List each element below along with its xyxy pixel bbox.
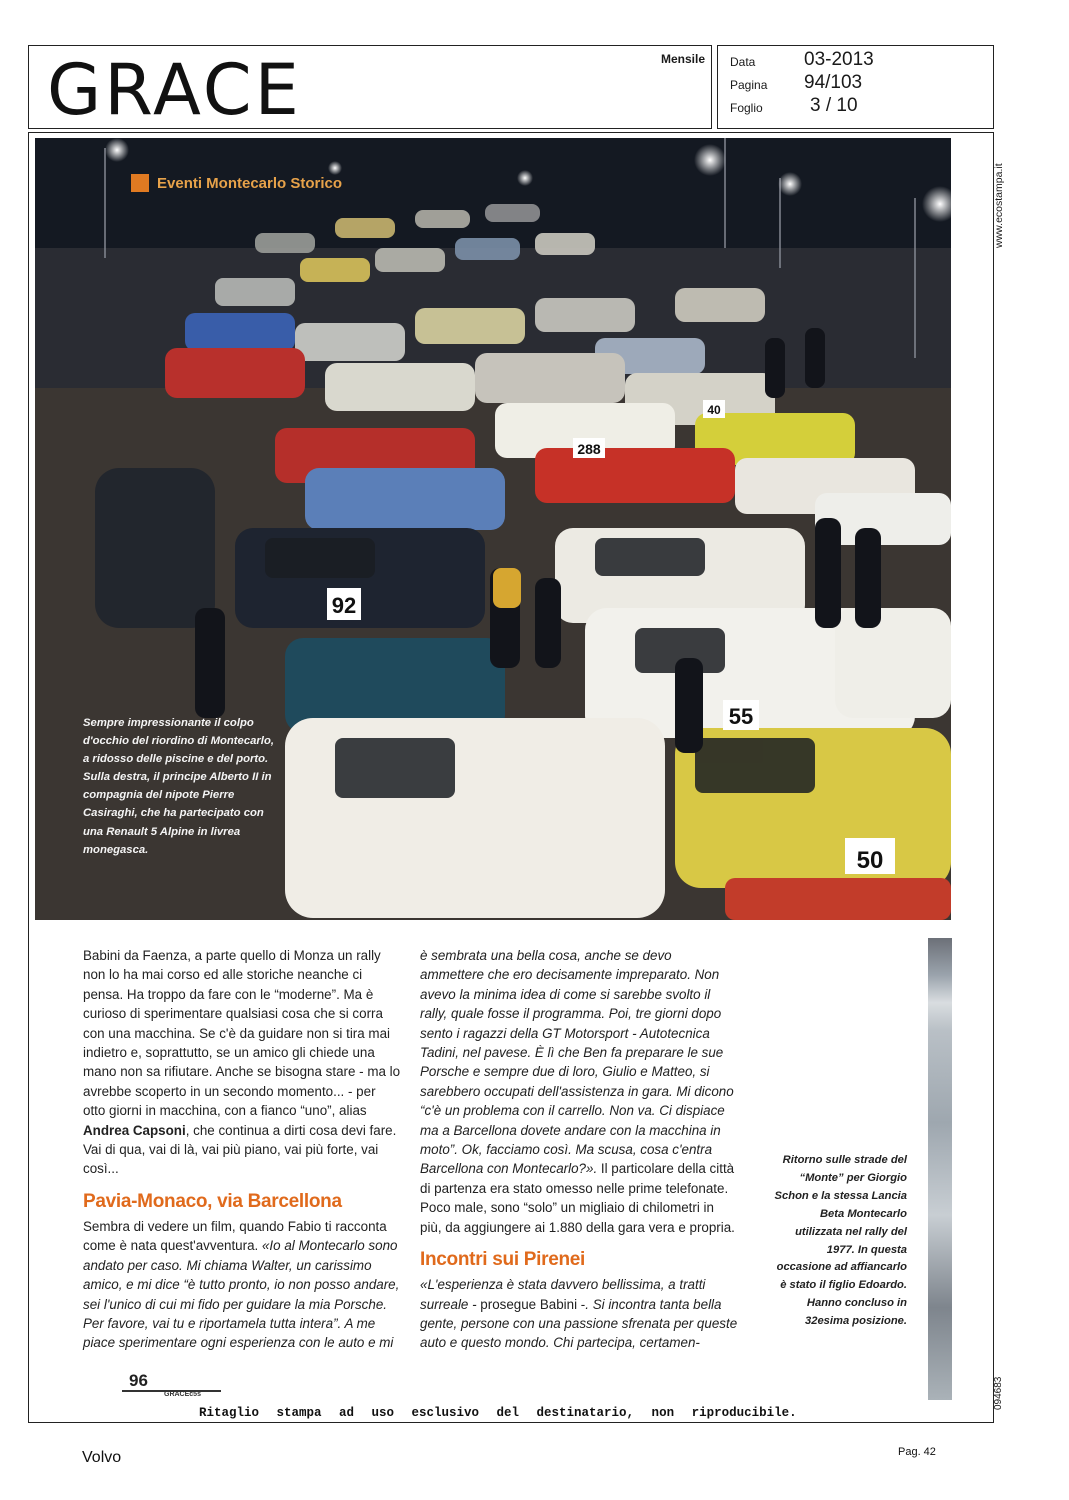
section-tag bbox=[131, 174, 342, 192]
car-number-50: 50 bbox=[856, 847, 884, 874]
magazine-logo: GRACE bbox=[47, 49, 302, 131]
document-page: Pag. 42 bbox=[898, 1446, 936, 1458]
car-number-288: 288 bbox=[577, 441, 601, 457]
paragraph: Sembra di vedere un film, quando Fabio ti racconta come è nata quest'avventura. «Io al Montecarlo sono andato per caso. Mi chiama Walter, un carissimo amico, e mi dice “è tutto pronto, io non posso andare, sei l'unico di cui mi fido per guidare la mia Porsche. Per favore, vai tu e riportamela tutta intera”. A me piace sperimentare ogni esperienza con le auto e mi bbox=[83, 1218, 400, 1351]
paragraph: «L'esperienza è stata davvero bellissima, a tratti surreale - prosegue Babini -. Si incontra tanta bella gente, persone con una passione sfrenata per queste auto e questo mondo. Chi partecipa, certamen- bbox=[420, 1277, 738, 1351]
page-value: 94/103 bbox=[804, 72, 863, 93]
paragraph: Babini da Faenza, a parte quello di Monza un rally non lo ha mai corso ed alle storiche neanche ci pensa. Ha troppo da fare con le “moderne”. Ma è curioso di sperimentare qualsiasi cosa che si corra con una macchina. Se c'è da guidare non si tira mai indietro e, soprattutto, se un amico gli chiede una mano non sa rifiutare. Anche se bisogna stare - ma lo avrebbe scoperto in un secondo momento... - per otto giorni in macchina, con a fianco “uno”, alias Andrea Capsoni, che continua a dirti cosa devi fare. Vai di qua, vai di là, vai più piano, vai più forte, vai così... bbox=[83, 948, 401, 1177]
sheet-row bbox=[730, 95, 858, 116]
side-url[interactable]: www.ecostampa.it bbox=[993, 163, 1005, 248]
car-number-55: 55 bbox=[728, 704, 754, 729]
subheading-pavia-monaco: Pavia-Monaco, via Barcellona bbox=[83, 1190, 342, 1212]
side-code: 094683 bbox=[993, 1376, 1004, 1410]
magazine-page-number: 96 bbox=[129, 1371, 148, 1390]
frequency-label: Mensile bbox=[660, 52, 705, 66]
masthead-box bbox=[28, 45, 712, 129]
photo-caption: Sempre impressionante il colpo d'occhio del riordino di Montecarlo, a ridosso delle piscine e del porto. Sulla destra, il principe Alberto II in compagnia del nipote Pierre Casiraghi, che ha partecipato con una Renault 5 Alpine in livrea monegasca. bbox=[83, 717, 274, 856]
car-number-40: 40 bbox=[707, 403, 721, 417]
page-label: Pagina bbox=[730, 78, 768, 92]
date-label: Data bbox=[730, 55, 756, 69]
person-name: Andrea Capsoni bbox=[83, 1122, 186, 1138]
rally-photo bbox=[35, 138, 951, 920]
clipping-notice: Ritaglio stampa ad uso esclusivo del destinatario, non riproducibile. bbox=[199, 1406, 797, 1420]
article-column-1 bbox=[83, 946, 401, 1353]
sheet-value: 3 / 10 bbox=[810, 95, 858, 116]
section-square-icon bbox=[131, 174, 149, 192]
section-tag-label: Eventi Montecarlo Storico bbox=[157, 174, 343, 192]
side-photo-strip bbox=[928, 938, 952, 1400]
paragraph: è sembrata una bella cosa, anche se devo ammettere che ero decisamente impreparato. Non avevo la minima idea di come si sarebbe svolto il rally, quale fosse il programma. Poi, tre giorni dopo sento i ragazzi della GT Motorsport - Autotecnica Tadini, nel pavese. È lì che Ben fa preparare le sue Porsche e sempre due di loro, Giulio e Matteo, si sarebbero occupati dell'assistenza in gara. Mi dicono “c'è un problema con il carrello. Non va. Ci dispiace ma a Barcellona dovete andare con la macchina in moto”. Ok, facciamo così. Ma scusa, cosa c'entra Barcellona con Montecarlo?». Il particolare della città di partenza era stato omesso nelle prime telefonate. Poco male, sono “solo” un migliaio di chilometri in più, da aggiungere ai 1.880 della gara vera e propria. bbox=[420, 948, 735, 1235]
date-value: 03-2013 bbox=[804, 49, 874, 70]
sheet-label: Foglio bbox=[730, 101, 763, 115]
subheading-incontri: Incontri sui Pirenei bbox=[420, 1249, 586, 1271]
article-column-2 bbox=[420, 946, 738, 1353]
side-photo-caption: Ritorno sulle strade del “Monte” per Giorgio Schon e la stessa Lancia Beta Montecarlo utilizzata nel rally del 1977. In questa occasione ad affiancarlo è stato il figlio Edoardo. Hanno concluso in 32esima posizione. bbox=[774, 1154, 907, 1328]
folio-magazine-name: GRACEc5s bbox=[164, 1391, 201, 1398]
date-row bbox=[730, 49, 874, 70]
page-row bbox=[730, 72, 863, 93]
client-brand: Volvo bbox=[82, 1449, 122, 1466]
meta-box bbox=[717, 45, 994, 129]
car-number-92: 92 bbox=[331, 593, 357, 618]
